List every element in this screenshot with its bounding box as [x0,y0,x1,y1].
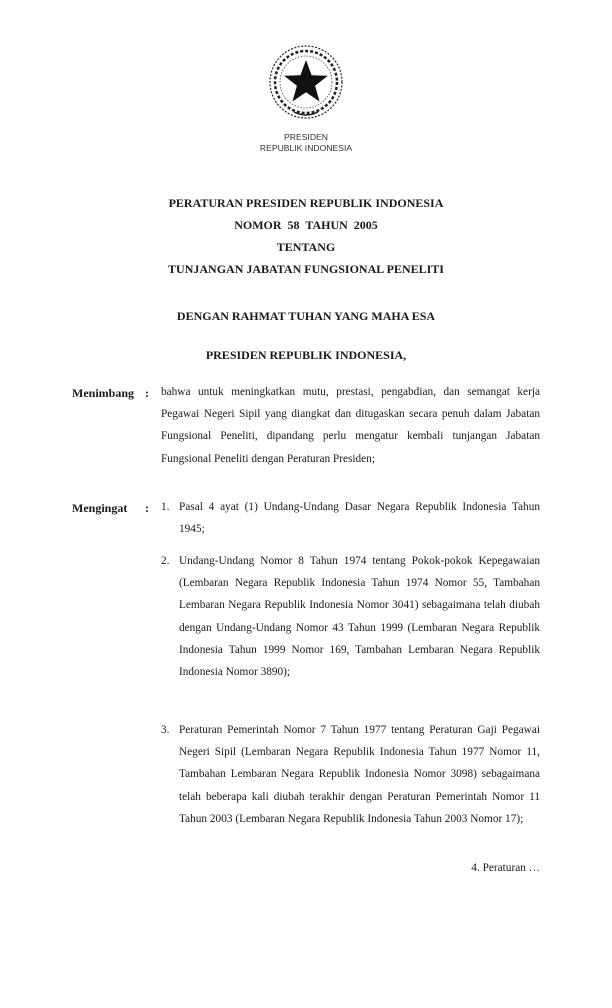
emblem-caption-line2: REPUBLIK INDONESIA [259,143,353,153]
regulation-number: NOMOR 58 TAHUN 2005 [234,218,378,232]
menimbang-label: Menimbang [72,386,135,400]
page-continuation: 4. Peraturan … [471,862,540,874]
authority-heading: PRESIDEN REPUBLIK INDONESIA, [205,348,407,362]
mengingat-item [161,719,540,830]
garuda-star-wreath-emblem-icon [266,42,346,122]
item-number: 3. [161,724,170,736]
mengingat-item [161,496,540,540]
item-text: Pasal 4 ayat (1) Undang-Undang Dasar Negara Republik Indonesia Tahun 1945; [179,501,540,536]
item-number: 2. [161,555,170,567]
invocation-heading: DENGAN RAHMAT TUHAN YANG MAHA ESA [176,309,436,323]
item-number: 1. [161,501,170,513]
emblem-caption-line1: PRESIDEN [284,132,328,142]
regulation-tentang: TENTANG [276,240,336,254]
regulation-subject: TUNJANGAN JABATAN FUNGSIONAL PENELITI [168,262,444,276]
regulation-title: PERATURAN PRESIDEN REPUBLIK INDONESIA [168,196,444,210]
item-text: Peraturan Pemerintah Nomor 7 Tahun 1977 tentang Peraturan Gaji Pegawai Negeri Sipil (Lembaran Negara Republik Indonesia Tahun 1977 Nomor 11, Tambahan Lembaran Negara Republik Indonesia Nomor 3098) sebagaimana telah beberapa kali diubah terakhir dengan Peraturan Pemerintah Nomor 11 Tahun 2003 (Lembaran Negara Republik Indonesia Tahun 2003 Nomor 17); [179,724,540,825]
mengingat-colon: : [145,501,149,515]
menimbang-colon: : [145,386,149,400]
mengingat-label: Mengingat [72,501,128,515]
mengingat-item [161,550,540,683]
menimbang-text: bahwa untuk meningkatkan mutu, prestasi, pengabdian, dan semangat kerja Pegawai Negeri Sipil yang diangkat dan ditugaskan secara penuh dalam Jabatan Fungsional Peneliti, dipandang perlu mengatur kembali tunjangan Jabatan Fungsional Peneliti dengan Peraturan Presiden; [161,386,540,465]
item-text: Undang-Undang Nomor 8 Tahun 1974 tentang Pokok-pokok Kepegawaian (Lembaran Negara Republik Indonesia Tahun 1974 Nomor 55, Tambahan Lembaran Negara Republik Indonesia Nomor 3041) sebagaimana telah diubah dengan Undang-Undang Nomor 43 Tahun 1999 (Lembaran Negara Republik Indonesia Tahun 1999 Nomor 169, Tambahan Lembaran Negara Republik Indonesia Nomor 3890); [179,555,540,679]
